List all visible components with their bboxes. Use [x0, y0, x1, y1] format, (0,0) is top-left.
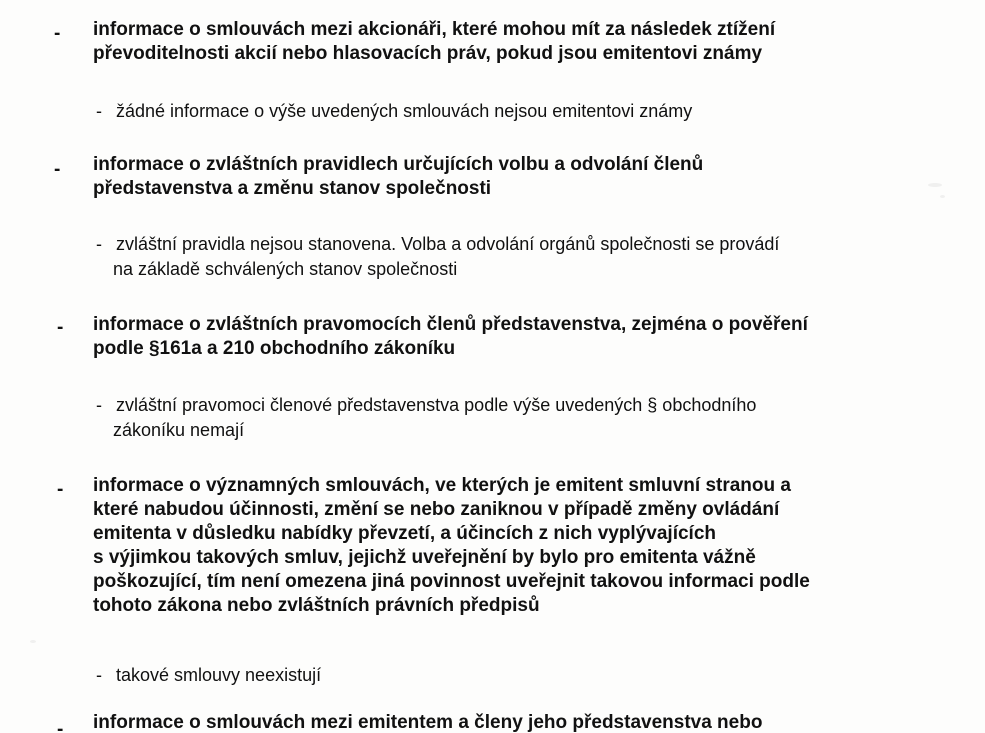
answer-line: žádné informace o výše uvedených smlouvách nejsou emitentovi známy	[116, 101, 693, 121]
item-heading	[93, 711, 965, 733]
heading-line: které nabudou účinnosti, změní se nebo zaniknou v případě změny ovládání	[93, 499, 780, 520]
scan-speck	[30, 640, 36, 643]
item-answer	[96, 663, 966, 688]
item-heading	[93, 474, 965, 618]
answer-dash: -	[96, 101, 102, 121]
bullet-dash: -	[54, 159, 61, 180]
answer-line: takové smlouvy neexistují	[116, 665, 322, 685]
answer-line: na základě schválených stanov společnosti	[113, 259, 458, 279]
bullet-dash: -	[57, 719, 64, 733]
bullet-dash: -	[57, 479, 64, 500]
heading-line: převoditelnosti akcií nebo hlasovacích práv, pokud jsou emitentovi známy	[93, 43, 763, 64]
bullet-dash: -	[54, 23, 61, 44]
heading-line: informace o zvláštních pravidlech určujících volbu a odvolání členů	[93, 154, 704, 175]
heading-line: informace o smlouvách mezi akcionáři, které mohou mít za následek ztížení	[93, 19, 776, 40]
heading-line: emitenta v důsledku nabídky převzetí, a účincích z nich vyplývajících	[93, 523, 716, 544]
heading-line: informace o smlouvách mezi emitentem a členy jeho představenstva nebo	[93, 712, 763, 733]
heading-line: informace o zvláštních pravomocích členů představenstva, zejména o pověření	[93, 314, 808, 335]
heading-line: s výjimkou takových smluv, jejichž uveřejnění by bylo pro emitenta vážně	[93, 547, 756, 568]
heading-line: představenstva a změnu stanov společnosti	[93, 178, 492, 199]
item-heading	[93, 313, 965, 361]
item-answer	[96, 99, 966, 124]
item-heading	[93, 153, 965, 201]
item-heading	[93, 18, 965, 66]
answer-dash: -	[96, 665, 102, 685]
answer-line: zvláštní pravomoci členové představenstva podle výše uvedených § obchodního	[116, 395, 757, 415]
heading-line: tohoto zákona nebo zvláštních právních předpisů	[93, 595, 540, 616]
item-answer	[96, 393, 966, 443]
heading-line: podle §161a a 210 obchodního zákoníku	[93, 338, 456, 359]
answer-line: zvláštní pravidla nejsou stanovena. Volba a odvolání orgánů společnosti se provádí	[116, 234, 780, 254]
answer-line: zákoníku nemají	[113, 420, 245, 440]
bullet-dash: -	[57, 317, 64, 338]
answer-dash: -	[96, 234, 102, 254]
heading-line: informace o významných smlouvách, ve kterých je emitent smluvní stranou a	[93, 475, 791, 496]
item-answer	[96, 232, 966, 282]
answer-dash: -	[96, 395, 102, 415]
heading-line: poškozující, tím není omezena jiná povinnost uveřejnit takovou informaci podle	[93, 571, 810, 592]
